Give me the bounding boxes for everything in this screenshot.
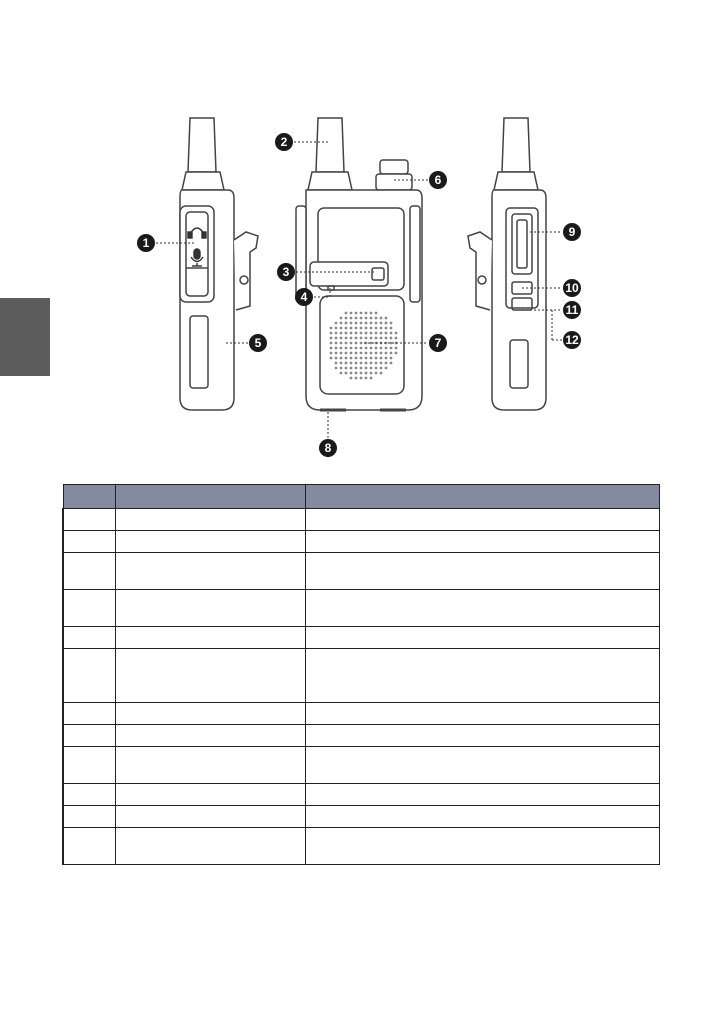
cell-description — [305, 784, 659, 806]
speaker-hole — [390, 332, 393, 335]
speaker-hole — [365, 332, 368, 335]
cell-name — [115, 627, 305, 649]
speaker-hole — [355, 332, 358, 335]
speaker-hole — [340, 317, 343, 320]
cell-name — [115, 553, 305, 590]
speaker-hole — [370, 312, 373, 315]
cell-name — [115, 590, 305, 627]
table-row — [63, 649, 659, 703]
speaker-hole — [385, 317, 388, 320]
callout-bottom — [319, 439, 337, 457]
speaker-hole — [390, 357, 393, 360]
speaker-hole — [350, 332, 353, 335]
cell-name — [115, 531, 305, 553]
speaker-hole — [375, 357, 378, 360]
speaker-hole — [350, 342, 353, 345]
speaker-hole — [340, 357, 343, 360]
cell-no — [63, 627, 115, 649]
callout-number: 10 — [565, 281, 579, 295]
speaker-hole — [375, 317, 378, 320]
speaker-hole — [350, 367, 353, 370]
speaker-hole — [330, 342, 333, 345]
speaker-hole — [380, 322, 383, 325]
speaker-hole — [330, 337, 333, 340]
table-header-row — [63, 485, 659, 509]
callout-speaker-grille — [429, 334, 447, 352]
callout-number: 8 — [324, 441, 332, 455]
speaker-hole — [335, 347, 338, 350]
speaker-hole — [360, 327, 363, 330]
speaker-hole — [340, 347, 343, 350]
speaker-hole — [380, 332, 383, 335]
speaker-hole — [345, 337, 348, 340]
speaker-hole — [385, 337, 388, 340]
speaker-hole — [350, 327, 353, 330]
speaker-hole — [365, 322, 368, 325]
speaker-hole — [340, 322, 343, 325]
callout-number: 5 — [254, 336, 262, 350]
speaker-hole — [350, 312, 353, 315]
speaker-hole — [365, 377, 368, 380]
speaker-hole — [345, 347, 348, 350]
speaker-hole — [335, 322, 338, 325]
radio-right-side-view — [468, 118, 546, 410]
speaker-hole — [360, 342, 363, 345]
speaker-hole — [370, 347, 373, 350]
table-row — [63, 531, 659, 553]
speaker-hole — [375, 362, 378, 365]
cell-no — [63, 806, 115, 828]
cell-description — [305, 553, 659, 590]
speaker-hole — [350, 322, 353, 325]
cell-no — [63, 747, 115, 784]
speaker-hole — [380, 352, 383, 355]
callout-indicator-led — [295, 288, 313, 306]
callout-side-key-lower — [563, 301, 581, 319]
components-table — [62, 484, 660, 865]
speaker-hole — [360, 332, 363, 335]
speaker-hole — [380, 317, 383, 320]
speaker-hole — [360, 317, 363, 320]
callout-antenna — [275, 133, 293, 151]
speaker-hole — [380, 362, 383, 365]
speaker-hole — [335, 362, 338, 365]
speaker-hole — [390, 362, 393, 365]
speaker-hole — [370, 332, 373, 335]
speaker-hole — [370, 377, 373, 380]
speaker-hole — [370, 362, 373, 365]
speaker-hole — [375, 337, 378, 340]
speaker-hole — [365, 312, 368, 315]
table-row — [63, 627, 659, 649]
callout-side-keys-bracket — [563, 331, 581, 349]
speaker-hole — [370, 357, 373, 360]
cell-no — [63, 703, 115, 725]
speaker-hole — [385, 332, 388, 335]
speaker-hole — [370, 367, 373, 370]
speaker-hole — [345, 352, 348, 355]
speaker-hole — [355, 367, 358, 370]
speaker-hole — [355, 357, 358, 360]
cell-description — [305, 627, 659, 649]
speaker-hole — [330, 347, 333, 350]
cell-name — [115, 509, 305, 531]
callout-top-knob — [429, 171, 447, 189]
speaker-hole — [360, 352, 363, 355]
speaker-hole — [335, 352, 338, 355]
speaker-hole — [335, 337, 338, 340]
speaker-hole — [370, 322, 373, 325]
cell-name — [115, 703, 305, 725]
cell-no — [63, 828, 115, 865]
cell-description — [305, 649, 659, 703]
cell-no — [63, 784, 115, 806]
radio-left-side-view — [180, 118, 258, 410]
speaker-hole — [375, 312, 378, 315]
speaker-hole — [375, 327, 378, 330]
speaker-hole — [345, 342, 348, 345]
cell-description — [305, 703, 659, 725]
callout-side-key-large — [563, 223, 581, 241]
speaker-hole — [390, 327, 393, 330]
speaker-hole — [375, 332, 378, 335]
speaker-hole — [385, 327, 388, 330]
table-row — [63, 784, 659, 806]
speaker-hole — [380, 337, 383, 340]
cell-name — [115, 747, 305, 784]
speaker-hole — [355, 317, 358, 320]
speaker-hole — [350, 337, 353, 340]
speaker-hole — [345, 367, 348, 370]
speaker-hole — [385, 367, 388, 370]
callout-number: 12 — [565, 333, 579, 347]
table-row — [63, 828, 659, 865]
speaker-hole — [360, 367, 363, 370]
speaker-hole — [340, 367, 343, 370]
speaker-hole — [350, 372, 353, 375]
callout-front-button — [277, 263, 295, 281]
speaker-hole — [330, 357, 333, 360]
cell-no — [63, 649, 115, 703]
speaker-hole — [375, 372, 378, 375]
callout-number: 7 — [434, 336, 442, 350]
callout-number: 6 — [434, 173, 442, 187]
speaker-hole — [380, 357, 383, 360]
speaker-hole — [330, 327, 333, 330]
speaker-hole — [360, 337, 363, 340]
speaker-hole — [375, 322, 378, 325]
speaker-hole — [355, 337, 358, 340]
speaker-hole — [345, 327, 348, 330]
speaker-hole — [350, 357, 353, 360]
speaker-hole — [355, 347, 358, 350]
speaker-hole — [360, 322, 363, 325]
speaker-hole — [335, 342, 338, 345]
speaker-hole — [350, 347, 353, 350]
header-cell-no — [63, 485, 115, 509]
speaker-hole — [385, 322, 388, 325]
cell-no — [63, 509, 115, 531]
speaker-hole — [390, 337, 393, 340]
speaker-hole — [370, 317, 373, 320]
cell-description — [305, 747, 659, 784]
speaker-hole — [395, 347, 398, 350]
speaker-hole — [390, 342, 393, 345]
cell-no — [63, 725, 115, 747]
speaker-hole — [345, 372, 348, 375]
speaker-hole — [345, 317, 348, 320]
speaker-hole — [375, 352, 378, 355]
speaker-hole — [365, 367, 368, 370]
cell-description — [305, 590, 659, 627]
speaker-hole — [345, 362, 348, 365]
cell-name — [115, 725, 305, 747]
speaker-hole — [335, 327, 338, 330]
speaker-hole — [350, 352, 353, 355]
speaker-hole — [385, 357, 388, 360]
cell-name — [115, 806, 305, 828]
speaker-hole — [335, 332, 338, 335]
speaker-hole — [350, 317, 353, 320]
speaker-hole — [390, 347, 393, 350]
speaker-hole — [345, 322, 348, 325]
cell-name — [115, 649, 305, 703]
speaker-hole — [355, 327, 358, 330]
speaker-hole — [380, 327, 383, 330]
callout-number: 1 — [142, 236, 150, 250]
cell-description — [305, 828, 659, 865]
callout-number: 2 — [280, 135, 288, 149]
cell-description — [305, 725, 659, 747]
speaker-hole — [360, 372, 363, 375]
cell-name — [115, 784, 305, 806]
components-table-wrap — [62, 484, 658, 865]
speaker-hole — [345, 357, 348, 360]
speaker-hole — [390, 352, 393, 355]
speaker-hole — [340, 327, 343, 330]
callout-number: 4 — [300, 290, 308, 304]
speaker-hole — [350, 377, 353, 380]
speaker-hole — [370, 352, 373, 355]
cell-description — [305, 531, 659, 553]
cell-description — [305, 806, 659, 828]
speaker-hole — [385, 347, 388, 350]
speaker-hole — [355, 312, 358, 315]
speaker-hole — [370, 327, 373, 330]
table-row — [63, 703, 659, 725]
speaker-hole — [365, 317, 368, 320]
speaker-hole — [360, 312, 363, 315]
speaker-hole — [355, 377, 358, 380]
speaker-hole — [340, 362, 343, 365]
speaker-hole — [340, 337, 343, 340]
speaker-hole — [340, 352, 343, 355]
speaker-hole — [360, 362, 363, 365]
speaker-hole — [335, 357, 338, 360]
speaker-hole — [380, 367, 383, 370]
speaker-hole — [370, 337, 373, 340]
speaker-hole — [365, 352, 368, 355]
table-row — [63, 725, 659, 747]
speaker-hole — [355, 342, 358, 345]
speaker-hole — [365, 347, 368, 350]
speaker-hole — [355, 372, 358, 375]
speaker-hole — [340, 342, 343, 345]
cell-description — [305, 509, 659, 531]
speaker-hole — [355, 362, 358, 365]
speaker-hole — [360, 347, 363, 350]
speaker-hole — [395, 337, 398, 340]
speaker-hole — [385, 352, 388, 355]
speaker-hole — [395, 332, 398, 335]
callout-earphone-mic-jack — [137, 234, 155, 252]
table-row — [63, 806, 659, 828]
speaker-hole — [330, 352, 333, 355]
speaker-hole — [360, 377, 363, 380]
callout-number: 9 — [568, 225, 576, 239]
speaker-hole — [340, 372, 343, 375]
table-row — [63, 509, 659, 531]
cell-no — [63, 553, 115, 590]
speaker-hole — [365, 327, 368, 330]
speaker-hole — [395, 352, 398, 355]
speaker-hole — [350, 362, 353, 365]
speaker-hole — [390, 322, 393, 325]
speaker-hole — [365, 357, 368, 360]
speaker-hole — [355, 322, 358, 325]
speaker-hole — [370, 342, 373, 345]
table-row — [63, 553, 659, 590]
speaker-hole — [380, 372, 383, 375]
speaker-hole — [360, 357, 363, 360]
callout-number: 11 — [565, 303, 579, 317]
speaker-hole — [330, 332, 333, 335]
cell-no — [63, 531, 115, 553]
header-cell-description — [305, 485, 659, 509]
speaker-hole — [365, 337, 368, 340]
speaker-hole — [380, 347, 383, 350]
table-row — [63, 747, 659, 784]
speaker-hole — [365, 372, 368, 375]
header-cell-name — [115, 485, 305, 509]
speaker-hole — [355, 352, 358, 355]
cell-name — [115, 828, 305, 865]
speaker-hole — [375, 367, 378, 370]
cell-no — [63, 590, 115, 627]
radio-diagram — [0, 0, 720, 480]
speaker-hole — [335, 367, 338, 370]
table-row — [63, 590, 659, 627]
speaker-hole — [375, 347, 378, 350]
radio-front-view — [296, 118, 422, 410]
speaker-hole — [345, 332, 348, 335]
callout-ptt-side-panel — [249, 334, 267, 352]
speaker-hole — [340, 332, 343, 335]
speaker-hole — [345, 312, 348, 315]
speaker-hole — [385, 362, 388, 365]
speaker-hole — [370, 372, 373, 375]
callout-number: 3 — [282, 265, 290, 279]
callout-side-key-upper — [563, 279, 581, 297]
speaker-hole — [365, 362, 368, 365]
